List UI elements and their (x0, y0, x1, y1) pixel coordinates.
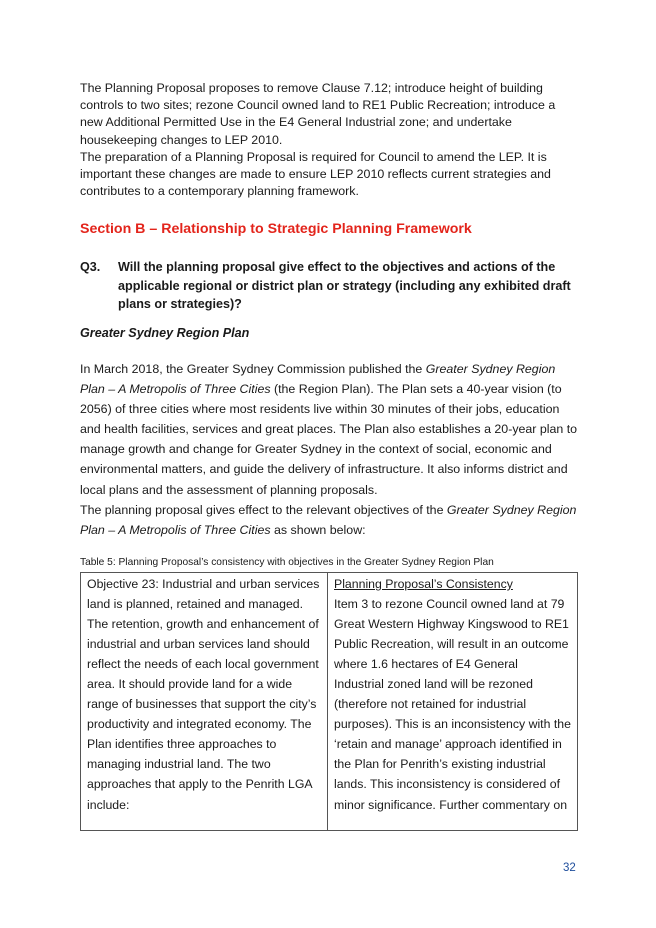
body-paragraph-2: The planning proposal gives effect to the relevant objectives of the Greater Sydney Region Plan – A Metropolis of Three Cities as shown below: (80, 502, 577, 537)
question-text: Will the planning proposal give effect to the objectives and actions of the applicable regional or district plan or strategy (including any exhibited draft plans or strategies)? (118, 260, 571, 311)
table-cell-objective (81, 573, 328, 830)
objective-title: Objective 23: Industrial and urban services land is planned, retained and managed. (87, 577, 320, 612)
page-number: 32 (563, 862, 576, 874)
intro-paragraph-2: The preparation of a Planning Proposal is required for Council to amend the LEP. It is important these changes are made to ensure LEP 2010 reflects current strategies and contributes to a contemporary planning framework. (80, 150, 551, 199)
plan-title-italic: Greater Sydney Region Plan – A Metropolis of Three Cities (80, 502, 577, 537)
question-number: Q3. (80, 260, 101, 274)
consistency-text: Item 3 to rezone Council owned land at 79 Great Western Highway Kingswood to RE1 Public Recreation, will result in an outcome where 1.6 hectares of E4 General Industrial zoned land will be rezoned (therefore not retained for industrial purposes). This is an inconsistency with the ‘retain and manage’ approach identified in the Plan for Penrith’s existing industrial lands. This inconsistency is considered of minor significance. Further commentary on (334, 597, 571, 812)
objective-text: The retention, growth and enhancement of industrial and urban services land should reflect the needs of each local government area. It should provide land for a wide range of businesses that support the city’s productivity and integrated economy. The Plan identifies three approaches to managing industrial land. The two approaches that apply to the Penrith LGA include: (87, 617, 319, 812)
body-paragraph-1: In March 2018, the Greater Sydney Commission published the Greater Sydney Region Plan – A Metropolis of Three Cities (the Region Plan). The Plan sets a 40-year vision (to 2056) of three cities where most residents live within 30 minutes of their jobs, education and health facilities, services and great places. The Plan also establishes a 20-year plan to manage growth and change for Greater Sydney in the context of social, economic and environmental matters, and guide the delivery of infrastructure. It also informs district and local plans and the assessment of planning proposals. (80, 362, 578, 497)
subheading: Greater Sydney Region Plan (80, 326, 250, 340)
consistency-table (80, 572, 578, 831)
intro-paragraph-1: The Planning Proposal proposes to remove Clause 7.12; introduce height of building controls to two sites; rezone Council owned land to RE1 Public Recreation; introduce a new Additional Permitted Use in the E4 General Industrial zone; and undertake housekeeping changes to LEP 2010. (80, 81, 556, 147)
body-text (80, 359, 580, 540)
question-block (80, 258, 580, 314)
section-heading: Section B – Relationship to Strategic Planning Framework (80, 221, 472, 237)
consistency-header: Planning Proposal’s Consistency (334, 577, 513, 591)
table-caption: Table 5: Planning Proposal’s consistency with objectives in the Greater Sydney Region Plan (80, 557, 494, 568)
table-cell-consistency (328, 573, 577, 830)
plan-title-italic: Greater Sydney Region Plan – A Metropolis of Three Cities (80, 362, 556, 397)
